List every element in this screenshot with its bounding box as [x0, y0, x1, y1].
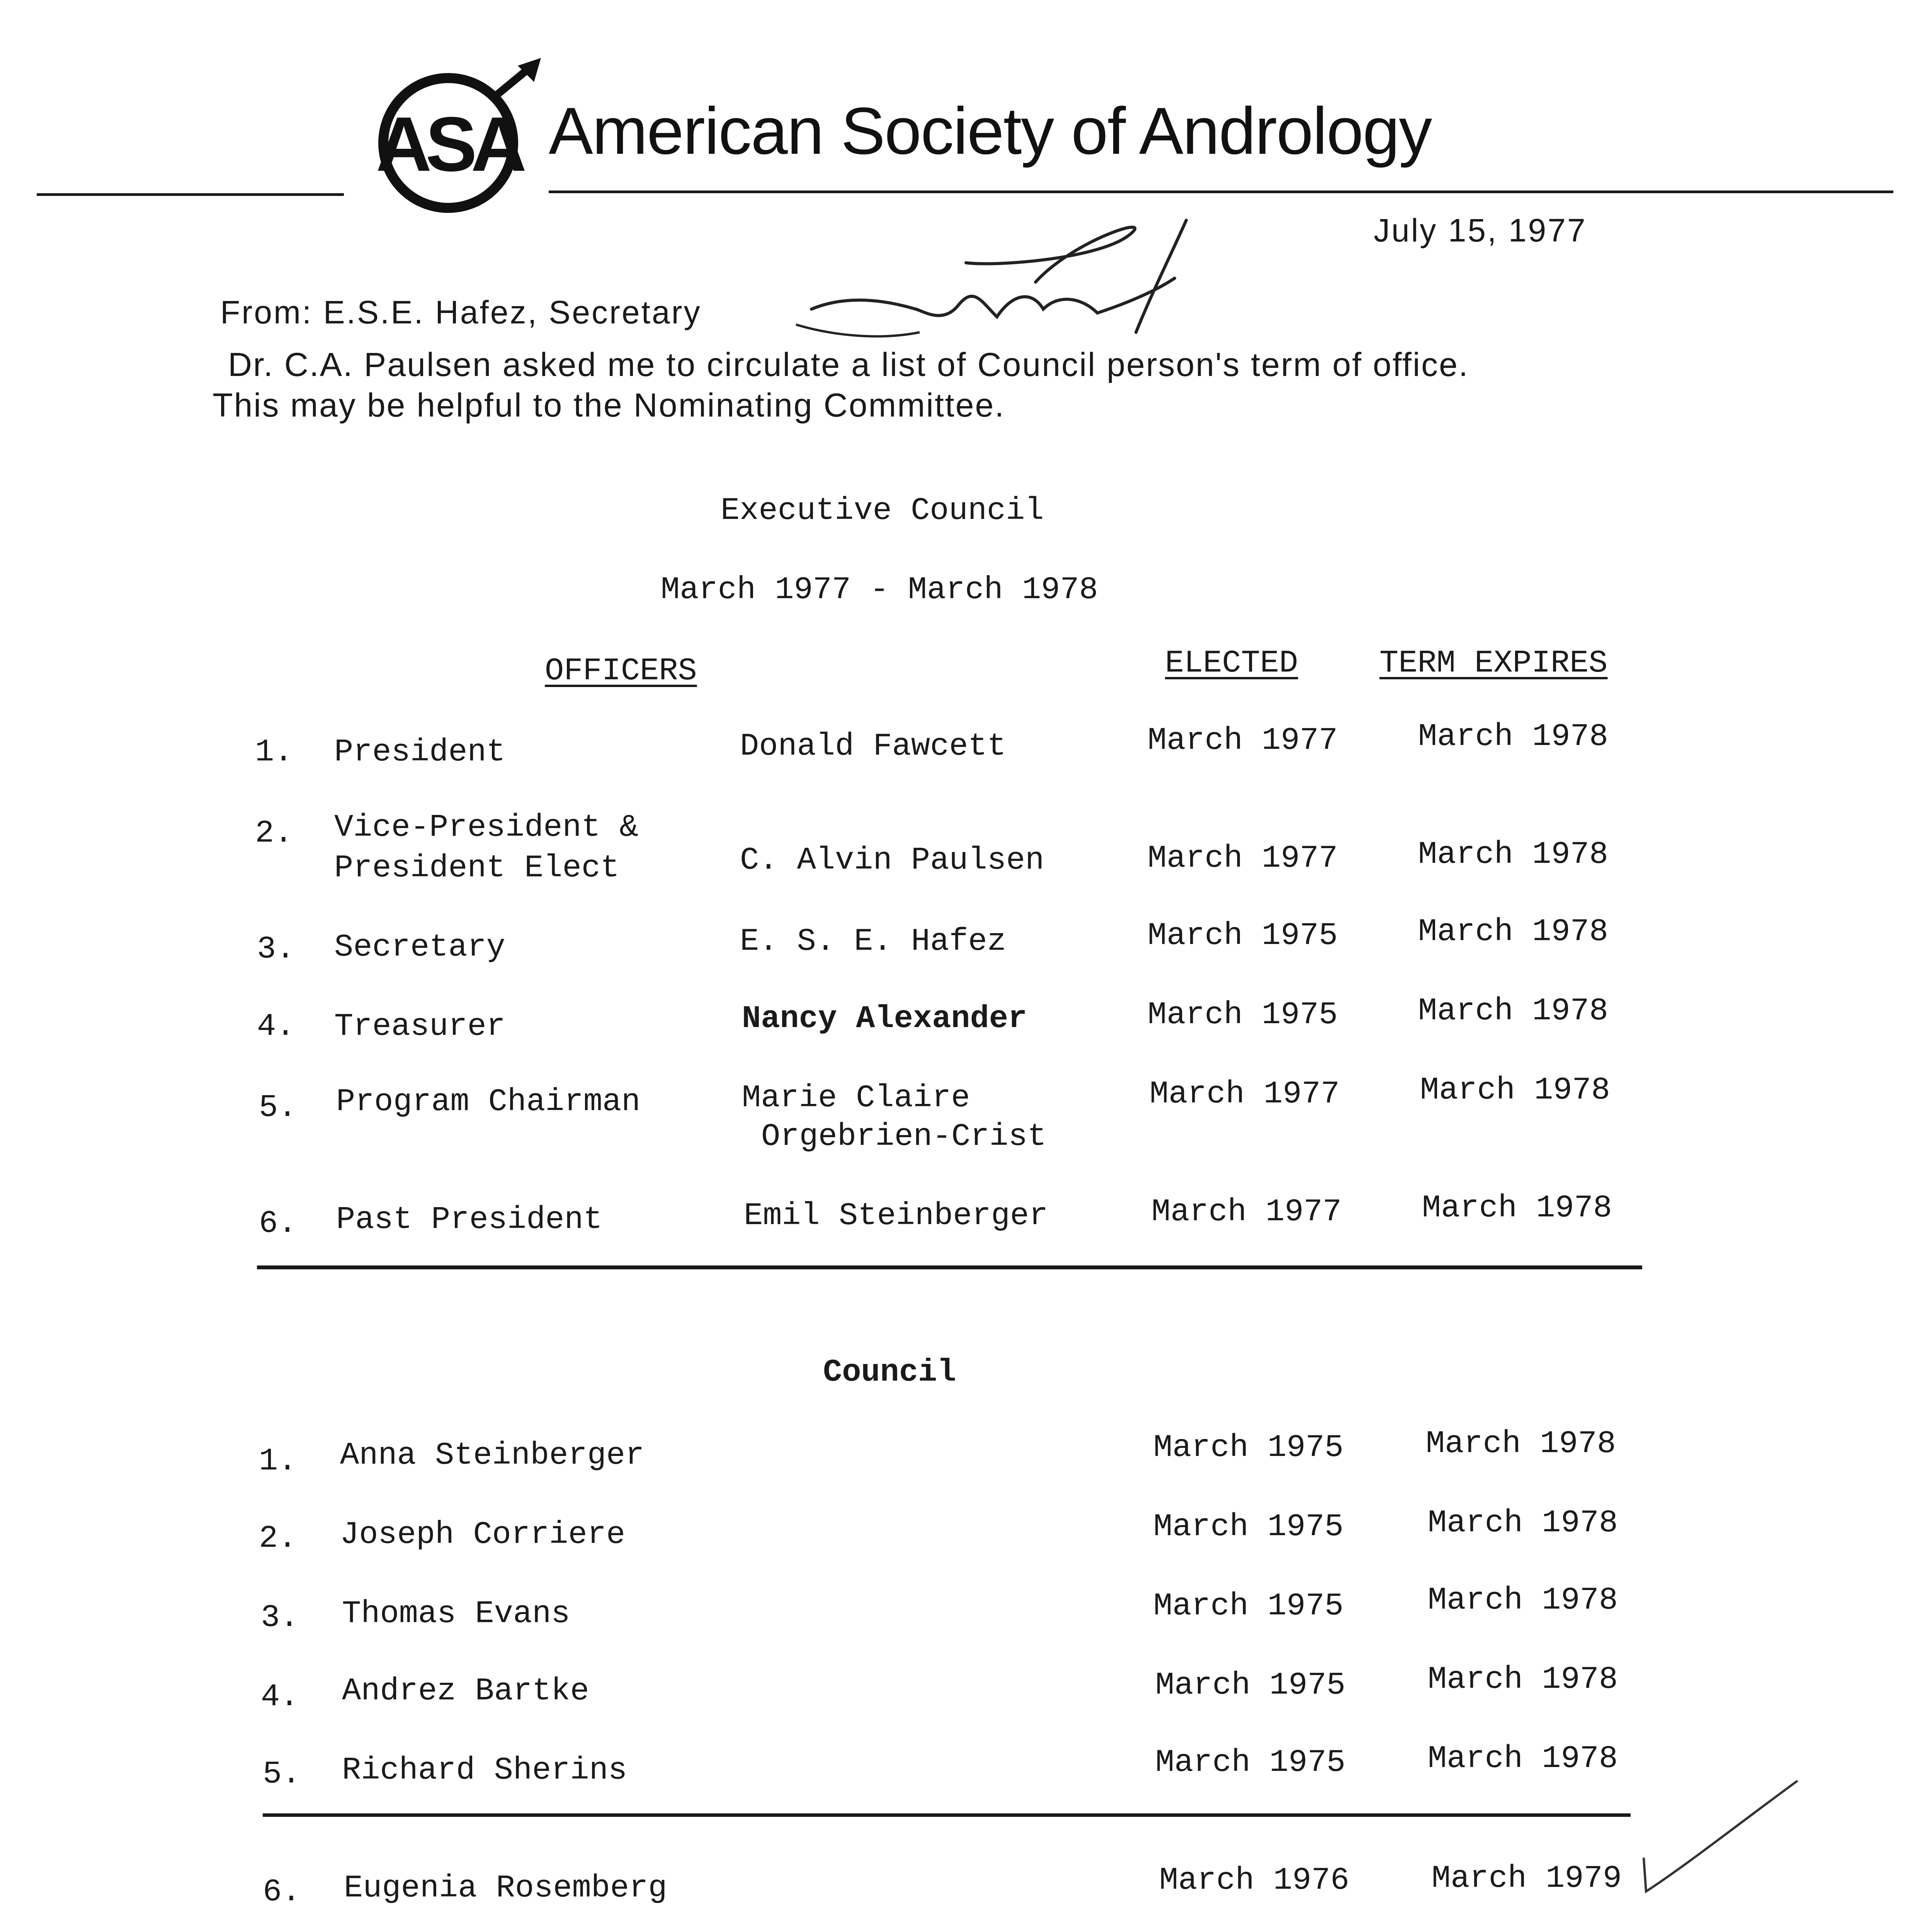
council-expires: March 1978	[1428, 1662, 1618, 1697]
officer-office-line-2: President Elect	[334, 850, 620, 886]
officer-name: Nancy Alexander	[742, 1001, 1027, 1037]
council-member-name: Joseph Corriere	[340, 1517, 626, 1553]
officer-expires: March 1978	[1422, 1190, 1612, 1226]
officer-office: Past President	[336, 1202, 602, 1238]
column-header-term-expires: TERM EXPIRES	[1379, 645, 1608, 681]
council-expires: March 1978	[1428, 1582, 1618, 1618]
executive-section-rule	[257, 1265, 1642, 1269]
checkmark	[1638, 1777, 1801, 1897]
council-number: 1.	[259, 1443, 297, 1479]
officer-office: President	[334, 734, 505, 770]
officer-elected: March 1977	[1148, 840, 1338, 876]
column-header-elected: ELECTED	[1165, 645, 1298, 681]
officer-expires: March 1978	[1418, 993, 1609, 1029]
logo-text: ASA	[376, 101, 521, 187]
council-number: 4.	[261, 1679, 299, 1715]
officer-expires: March 1978	[1420, 1072, 1611, 1108]
officer-elected: March 1975	[1148, 997, 1338, 1033]
column-header-officers: OFFICERS	[545, 653, 697, 689]
council-rule-1	[263, 1813, 1631, 1817]
council-elected: March 1975	[1153, 1430, 1344, 1466]
organization-title: American Society of Andrology	[549, 94, 1432, 168]
officer-name: Marie Claire	[742, 1080, 970, 1116]
council-member-name: Eugenia Rosemberg	[344, 1870, 667, 1906]
council-expires: March 1978	[1428, 1741, 1618, 1777]
memo-line-1: Dr. C.A. Paulsen asked me to circulate a list of Council person's term of office.	[228, 346, 1469, 383]
officer-expires: March 1978	[1418, 719, 1609, 755]
officer-elected: March 1977	[1148, 723, 1338, 759]
officer-elected: March 1977	[1150, 1076, 1340, 1112]
council-number: 3.	[261, 1600, 299, 1636]
memo-from: From: E.S.E. Hafez, Secretary	[220, 294, 702, 330]
officer-office: Treasurer	[334, 1009, 505, 1044]
officer-expires: March 1978	[1418, 837, 1609, 872]
officer-number: 1.	[255, 734, 293, 770]
officer-elected: March 1977	[1151, 1194, 1342, 1230]
council-elected: March 1976	[1159, 1862, 1350, 1898]
officer-elected: March 1975	[1148, 918, 1338, 954]
council-elected: March 1975	[1153, 1509, 1344, 1545]
officer-number: 6.	[259, 1206, 297, 1242]
officer-office: Program Chairman	[336, 1084, 641, 1120]
council-member-name: Thomas Evans	[342, 1596, 570, 1632]
council-expires: March 1979	[1432, 1861, 1622, 1896]
council-expires: March 1978	[1426, 1426, 1616, 1462]
officer-name: Donald Fawcett	[740, 728, 1006, 764]
council-title: Council	[823, 1354, 956, 1390]
officer-name: C. Alvin Paulsen	[740, 842, 1044, 878]
asa-logo	[371, 58, 549, 220]
council-elected: March 1975	[1153, 1588, 1344, 1624]
officer-number: 5.	[259, 1090, 297, 1126]
executive-council-title: Executive Council	[721, 493, 1044, 529]
council-number: 2.	[259, 1520, 297, 1556]
officer-name-line-2: Orgebrien-Crist	[761, 1119, 1047, 1155]
council-number: 6.	[263, 1874, 301, 1910]
council-number: 5.	[263, 1756, 301, 1792]
council-member-name: Anna Steinberger	[340, 1437, 645, 1473]
officer-name: Emil Steinberger	[744, 1198, 1048, 1234]
memo-date: July 15, 1977	[1374, 212, 1587, 248]
council-member-name: Richard Sherins	[342, 1752, 628, 1788]
council-member-name: Andrez Bartke	[342, 1673, 589, 1709]
officer-number: 2.	[255, 815, 293, 851]
letterhead-rule-left	[37, 193, 344, 196]
executive-council-period: March 1977 - March 1978	[661, 572, 1098, 608]
memo-line-2: This may be helpful to the Nominating Committee.	[213, 387, 1005, 424]
council-expires: March 1978	[1428, 1505, 1618, 1541]
officer-office: Vice-President &	[334, 810, 639, 845]
officer-number: 3.	[257, 931, 295, 967]
letterhead-rule-right	[549, 190, 1893, 193]
officer-expires: March 1978	[1418, 914, 1609, 950]
officer-name: E. S. E. Hafez	[740, 923, 1006, 959]
council-elected: March 1975	[1155, 1667, 1346, 1703]
officer-number: 4.	[257, 1009, 295, 1044]
council-elected: March 1975	[1155, 1745, 1346, 1781]
officer-office: Secretary	[334, 929, 505, 965]
